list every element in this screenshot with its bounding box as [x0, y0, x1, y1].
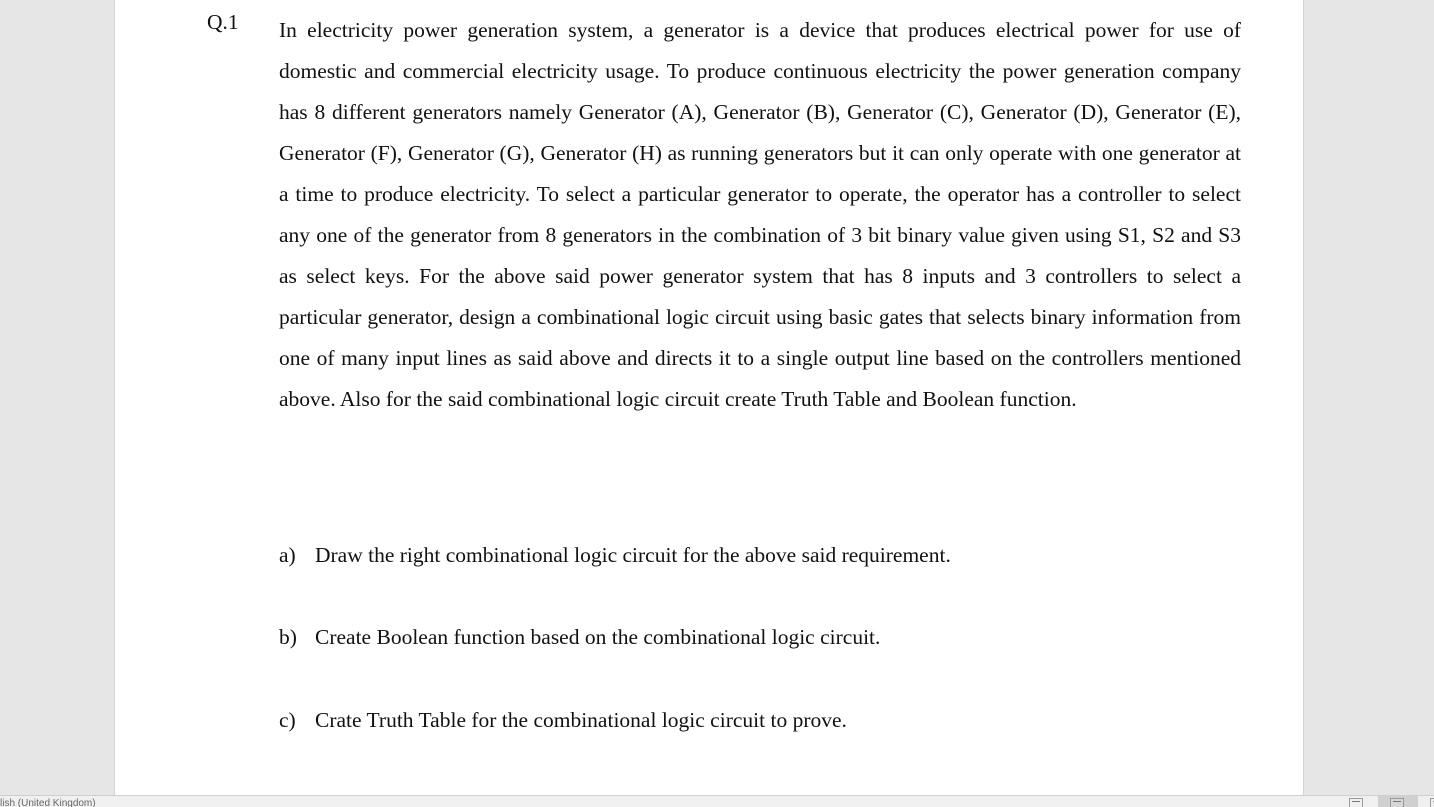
- question-number: Q.1: [207, 10, 239, 34]
- question-text: In electricity power generation system, a generator is a device that produces electrical power for use of domestic and commercial electricity usage. To produce continuous electricity the power generation company has 8 different generators namely Generator (A), Generator (B), Generator (C), Generator (D), Generator (E), Generator (F), Generator (G), Generator (H) as running generators but it can only operate with one generator at a time to produce electricity. To select a particular generator to operate, the operator has a controller to select any one of the generator from 8 generators in the combination of 3 bit binary value given using S1, S2 and S3 as select keys. For the above said power generator system that has 8 inputs and 3 controllers to select a particular generator, design a combinational logic circuit using basic gates that selects binary information from one of many input lines as said above and directs it to a single output line based on the controllers mentioned above. Also for the said combinational logic circuit create Truth Table and Boolean function.: [279, 18, 1241, 411]
- sub-question-b: [279, 625, 880, 650]
- language-indicator[interactable]: lish (United Kingdom): [0, 798, 96, 807]
- sub-question-c: [279, 708, 847, 733]
- sub-question-label: c): [279, 708, 296, 732]
- sub-question-label: b): [279, 625, 297, 649]
- sub-question-text: Draw the right combinational logic circuit for the above said requirement.: [315, 543, 951, 567]
- document-page[interactable]: [114, 0, 1304, 795]
- sub-question-text: Crate Truth Table for the combinational logic circuit to prove.: [315, 708, 847, 732]
- status-bar: [0, 795, 1434, 807]
- sub-question-label: a): [279, 543, 296, 567]
- sub-question-a: [279, 543, 951, 568]
- sub-question-text: Create Boolean function based on the combinational logic circuit.: [315, 625, 881, 649]
